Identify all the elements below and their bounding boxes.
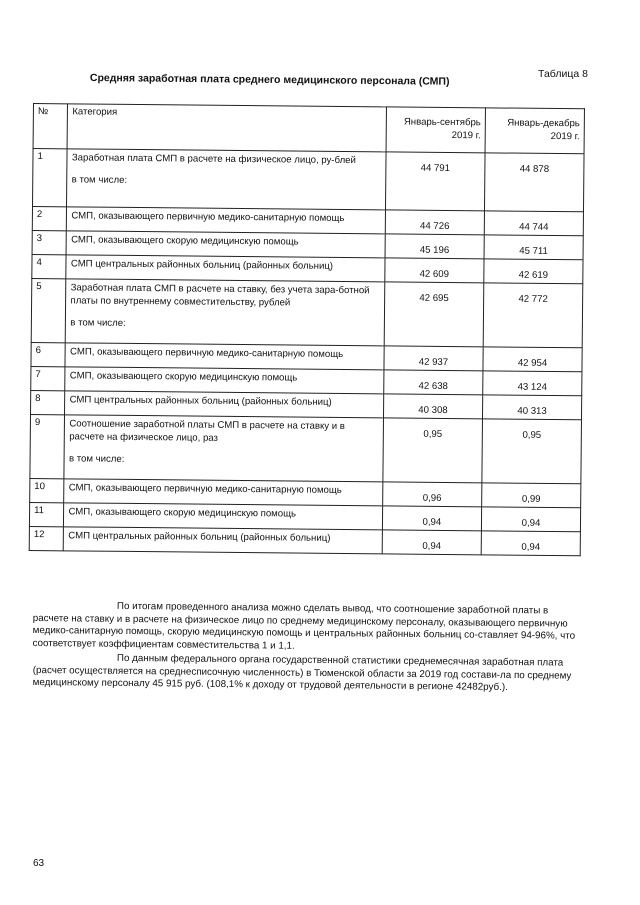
category-text: Соотношение заработной платы СМП в расчете на ставку и в расчете на физическое лицо, раз bbox=[69, 418, 345, 444]
row-category bbox=[64, 503, 383, 530]
row-number: 11 bbox=[29, 502, 64, 526]
statistics-paragraph: По данным федерального органа государственной статистики среднемесячная заработная плата (расчет осуществляется на среднесписочную численность) в Тюменской области за 2019 год состави-ла по среднему медицинскому персоналу 45 915 руб. (108,1% к доходу от трудовой деятельности в регионе 42482руб.). bbox=[32, 652, 572, 693]
row-value-jan-sep: 42 638 bbox=[384, 370, 483, 395]
row-number: 3 bbox=[32, 230, 67, 254]
row-value-jan-sep: 42 609 bbox=[385, 258, 484, 283]
category-text: Заработная плата СМП в расчете на ставку, без учета зара-ботной платы по внутреннему совместительству, рублей bbox=[70, 282, 370, 309]
row-number: 4 bbox=[32, 254, 67, 278]
row-category bbox=[64, 527, 383, 554]
row-value-jan-sep: 42 937 bbox=[384, 346, 483, 371]
row-category bbox=[64, 415, 383, 482]
row-value-jan-sep: 45 196 bbox=[385, 234, 484, 259]
category-text: СМП, оказывающего первичную медико-санитарную помощь bbox=[68, 482, 342, 496]
table-body bbox=[29, 149, 584, 556]
row-category bbox=[66, 279, 385, 346]
row-value-jan-dec: 45 711 bbox=[484, 235, 583, 260]
header-category: Категория bbox=[67, 104, 386, 152]
page-number: 63 bbox=[33, 858, 45, 869]
row-category bbox=[65, 391, 384, 418]
table-label: Таблица 8 bbox=[538, 68, 588, 80]
category-subnote: в том числе: bbox=[68, 453, 125, 465]
category-subnote: в том числе: bbox=[70, 317, 126, 329]
row-number: 1 bbox=[33, 149, 68, 207]
category-text: СМП, оказывающего скорую медицинскую помощь bbox=[68, 506, 297, 520]
table-row bbox=[30, 414, 582, 483]
row-value-jan-sep: 0,96 bbox=[383, 482, 482, 507]
table-row bbox=[33, 149, 585, 212]
row-value-jan-sep: 44 791 bbox=[385, 152, 485, 211]
row-value-jan-dec: 43 124 bbox=[483, 371, 582, 396]
row-category bbox=[67, 207, 386, 234]
category-text: Заработная плата СМП в расчете на физическое лицо, ру-блей bbox=[71, 152, 356, 167]
row-category bbox=[66, 255, 385, 282]
category-text: СМП, оказывающего скорую медицинскую помощь bbox=[69, 370, 298, 384]
row-number: 9 bbox=[30, 414, 65, 478]
row-number: 2 bbox=[32, 207, 67, 231]
row-value-jan-sep: 42 695 bbox=[384, 282, 484, 347]
row-value-jan-sep: 44 726 bbox=[385, 210, 484, 235]
row-number: 6 bbox=[31, 342, 66, 366]
row-category bbox=[65, 343, 384, 370]
row-number: 12 bbox=[29, 526, 64, 550]
row-value-jan-dec: 0,94 bbox=[481, 531, 580, 556]
row-value-jan-sep: 0,94 bbox=[382, 530, 481, 555]
row-value-jan-dec: 0,95 bbox=[482, 419, 582, 484]
row-value-jan-dec: 42 954 bbox=[483, 347, 582, 372]
table-header-row bbox=[33, 104, 584, 154]
page-title: Средняя заработная плата среднего медицинского персонала (СМП) bbox=[89, 72, 450, 88]
row-number: 10 bbox=[30, 478, 65, 502]
category-text: СМП центральных районных больниц (районных больниц) bbox=[70, 258, 334, 272]
row-category bbox=[66, 231, 385, 258]
conclusion-paragraph: По итогам проведенного анализа можно сделать вывод, что соотношение заработной платы в расчете на ставку и в расчете на физическое лицо по среднему медицинскому персоналу, оказывающего первичную медико-санитарную помощь, скорую медицинскую помощь и центральных районных больниц со-ставляет 94-96%, что соответствует коэффициентам совместительства 1 и 1,1. bbox=[32, 600, 576, 652]
row-value-jan-sep: 0,95 bbox=[383, 418, 483, 483]
row-value-jan-dec: 40 313 bbox=[482, 395, 581, 420]
table-row bbox=[29, 526, 580, 555]
row-value-jan-dec: 42 772 bbox=[483, 283, 583, 348]
salary-table bbox=[29, 103, 585, 556]
row-category bbox=[67, 149, 386, 210]
category-text: СМП, оказывающего первичную медико-санитарную помощь bbox=[71, 210, 345, 224]
category-subnote: в том числе: bbox=[71, 174, 128, 186]
category-text: СМП центральных районных больниц (районных больниц) bbox=[68, 530, 331, 544]
row-value-jan-dec: 42 619 bbox=[484, 259, 583, 284]
row-value-jan-dec: 0,99 bbox=[482, 483, 581, 508]
row-value-jan-dec: 44 878 bbox=[484, 153, 584, 212]
row-number: 5 bbox=[31, 278, 66, 342]
row-number: 7 bbox=[31, 366, 66, 390]
header-no: № bbox=[33, 104, 68, 149]
row-number: 8 bbox=[31, 390, 66, 414]
category-text: СМП, оказывающего скорую медицинскую помощь bbox=[71, 234, 299, 248]
row-value-jan-sep: 0,94 bbox=[382, 506, 481, 531]
header-jan-dec: Январь-декабрь 2019 г. bbox=[485, 108, 584, 154]
table-row bbox=[31, 278, 583, 347]
category-text: СМП, оказывающего первичную медико-санитарную помощь bbox=[69, 346, 344, 360]
category-text: СМП центральных районных больниц (районных больниц) bbox=[69, 394, 332, 408]
row-category bbox=[65, 367, 384, 394]
row-value-jan-sep: 40 308 bbox=[383, 394, 482, 419]
row-value-jan-dec: 44 744 bbox=[484, 211, 583, 236]
header-jan-sep: Январь-сентябрь 2019 г. bbox=[386, 107, 486, 153]
row-value-jan-dec: 0,94 bbox=[481, 507, 580, 532]
row-category bbox=[64, 479, 383, 506]
